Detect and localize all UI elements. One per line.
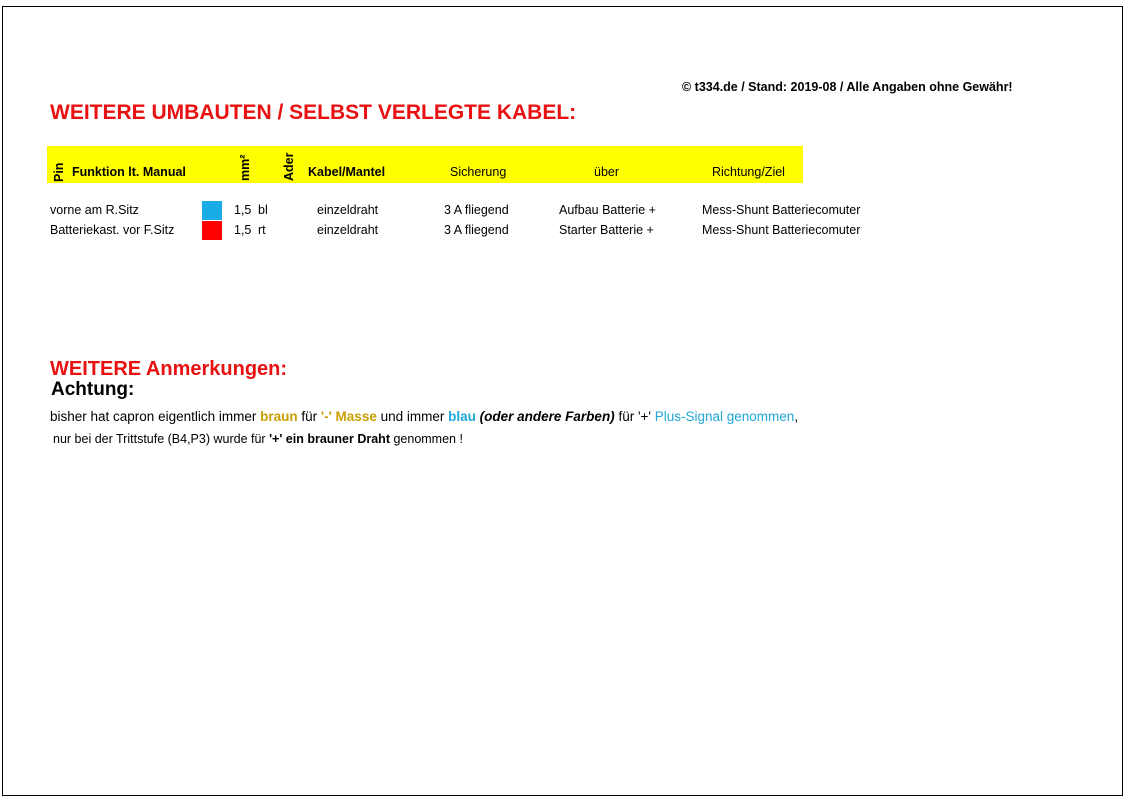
header-funktion: Funktion lt. Manual — [72, 165, 186, 179]
row1-kabel: einzeldraht — [317, 203, 379, 217]
row1-ader: bl — [258, 203, 268, 217]
row2-funktion: Batteriekast. vor F.Sitz — [50, 223, 175, 237]
row1-richtung: Mess-Shunt Batteriecomuter — [702, 203, 861, 217]
header-ueber: über — [594, 165, 620, 179]
row2-color-swatch — [202, 221, 222, 240]
note-line-2: nur bei der Trittstufe (B4,P3) wurde für '+' ein brauner Draht genommen ! — [53, 432, 463, 446]
row2-sicherung: 3 A fliegend — [444, 223, 509, 237]
header-ader: Ader — [282, 152, 296, 181]
row2-mm2: 1,5 — [234, 223, 252, 237]
header-richtung: Richtung/Ziel — [712, 165, 785, 179]
row1-color-swatch — [202, 201, 222, 220]
section-title-umbauten: WEITERE UMBAUTEN / SELBST VERLEGTE KABEL: — [50, 101, 577, 124]
header-mm2: mm² — [238, 154, 252, 181]
word-braun: braun — [260, 409, 298, 424]
row2-kabel: einzeldraht — [317, 223, 379, 237]
row1-funktion: vorne am R.Sitz — [50, 203, 139, 217]
row2-richtung: Mess-Shunt Batteriecomuter — [702, 223, 861, 237]
minus-masse: '-' Masse — [320, 409, 377, 424]
header-pin: Pin — [52, 162, 66, 182]
row1-ueber: Aufbau Batterie + — [559, 203, 656, 217]
row1-sicherung: 3 A fliegend — [444, 203, 509, 217]
copyright-note: © t334.de / Stand: 2019-08 / Alle Angaben ohne Gewähr! — [682, 80, 1013, 94]
row2-ader: rt — [258, 223, 266, 237]
header-kabel: Kabel/Mantel — [308, 165, 386, 179]
andere-farben: (oder andere Farben) — [479, 409, 615, 424]
plus-signal: Plus-Signal genommen — [654, 409, 795, 424]
header-sicherung: Sicherung — [450, 165, 507, 179]
note-line-1: bisher hat capron eigentlich immer braun für '-' Masse und immer blau (oder andere Farben) für '+' Plus-Signal genommen, — [50, 409, 799, 424]
brauner-draht: '+' ein brauner Draht — [269, 432, 390, 446]
section-title-anmerkungen: WEITERE Anmerkungen: — [50, 358, 288, 380]
word-blau: blau — [448, 409, 476, 424]
row2-ueber: Starter Batterie + — [559, 223, 654, 237]
achtung-heading: Achtung: — [51, 379, 135, 400]
row1-mm2: 1,5 — [234, 203, 252, 217]
